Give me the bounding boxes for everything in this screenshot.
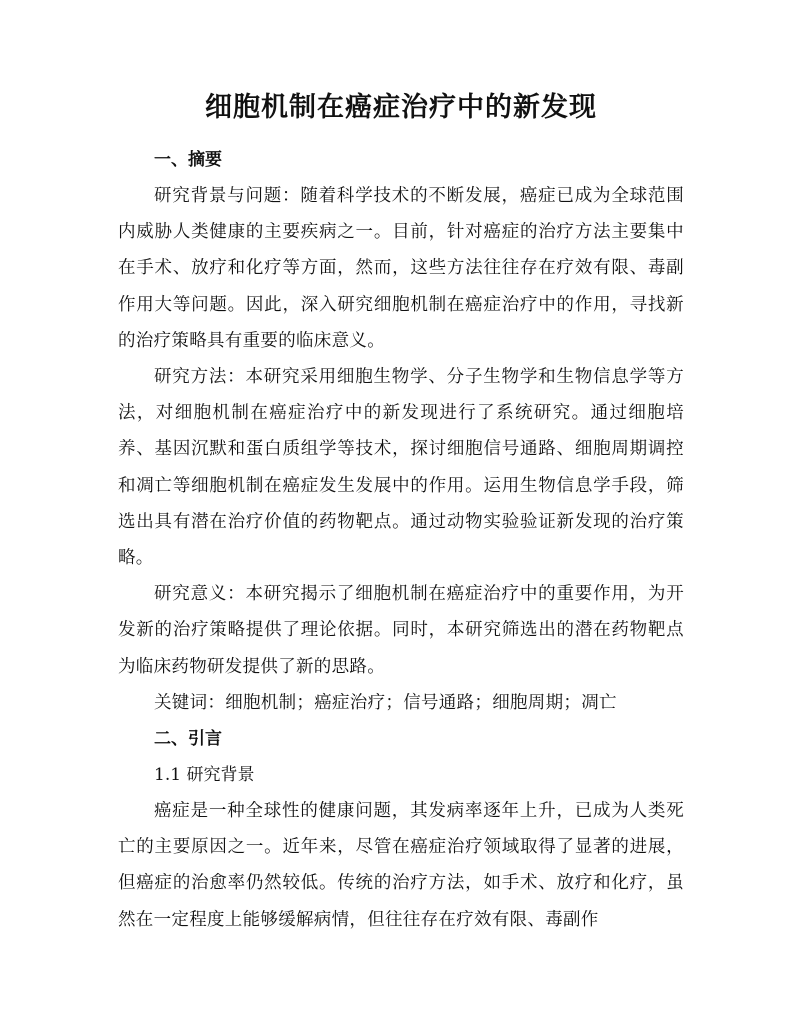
abstract-heading: 一、摘要 xyxy=(154,150,222,170)
research-background-subheading: 1.1 研究背景 xyxy=(154,765,255,786)
abstract-significance-paragraph: 研究意义：本研究揭示了细胞机制在癌症治疗中的重要作用，为开发新的治疗策略提供了理论依据。同时，本研究筛选出的潜在药物靶点为临床药物研发提供了新的思路。 xyxy=(118,584,684,677)
document-page xyxy=(118,88,684,938)
introduction-paragraph: 癌症是一种全球性的健康问题，其发病率逐年上升，已成为人类死亡的主要原因之一。近年来，尽管在癌症治疗领域取得了显著的进展，但癌症的治愈率仍然较低。传统的治疗方法，如手术、放疗和化疗，虽然在一定程度上能够缓解病情，但往往存在疗效有限、毒副作 xyxy=(118,801,684,930)
abstract-method-paragraph: 研究方法：本研究采用细胞生物学、分子生物学和生物信息学等方法，对细胞机制在癌症治疗中的新发现进行了系统研究。通过细胞培养、基因沉默和蛋白质组学等技术，探讨细胞信号通路、细胞周期调控和凋亡等细胞机制在癌症发生发展中的作用。运用生物信息学手段，筛选出具有潜在治疗价值的药物靶点。通过动物实验验证新发现的治疗策略。 xyxy=(118,367,684,569)
introduction-heading: 二、引言 xyxy=(154,729,222,750)
keywords-line: 关键词：细胞机制；癌症治疗；信号通路；细胞周期；凋亡 xyxy=(154,692,617,713)
abstract-background-paragraph: 研究背景与问题：随着科学技术的不断发展，癌症已成为全球范围内威胁人类健康的主要疾病之一。目前，针对癌症的治疗方法主要集中在手术、放疗和化疗等方面，然而，这些方法往往存在疗效有限、毒副作用大等问题。因此，深入研究细胞机制在癌症治疗中的作用，寻找新的治疗策略具有重要的临床意义。 xyxy=(118,186,684,351)
document-title: 细胞机制在癌症治疗中的新发现 xyxy=(205,92,597,123)
